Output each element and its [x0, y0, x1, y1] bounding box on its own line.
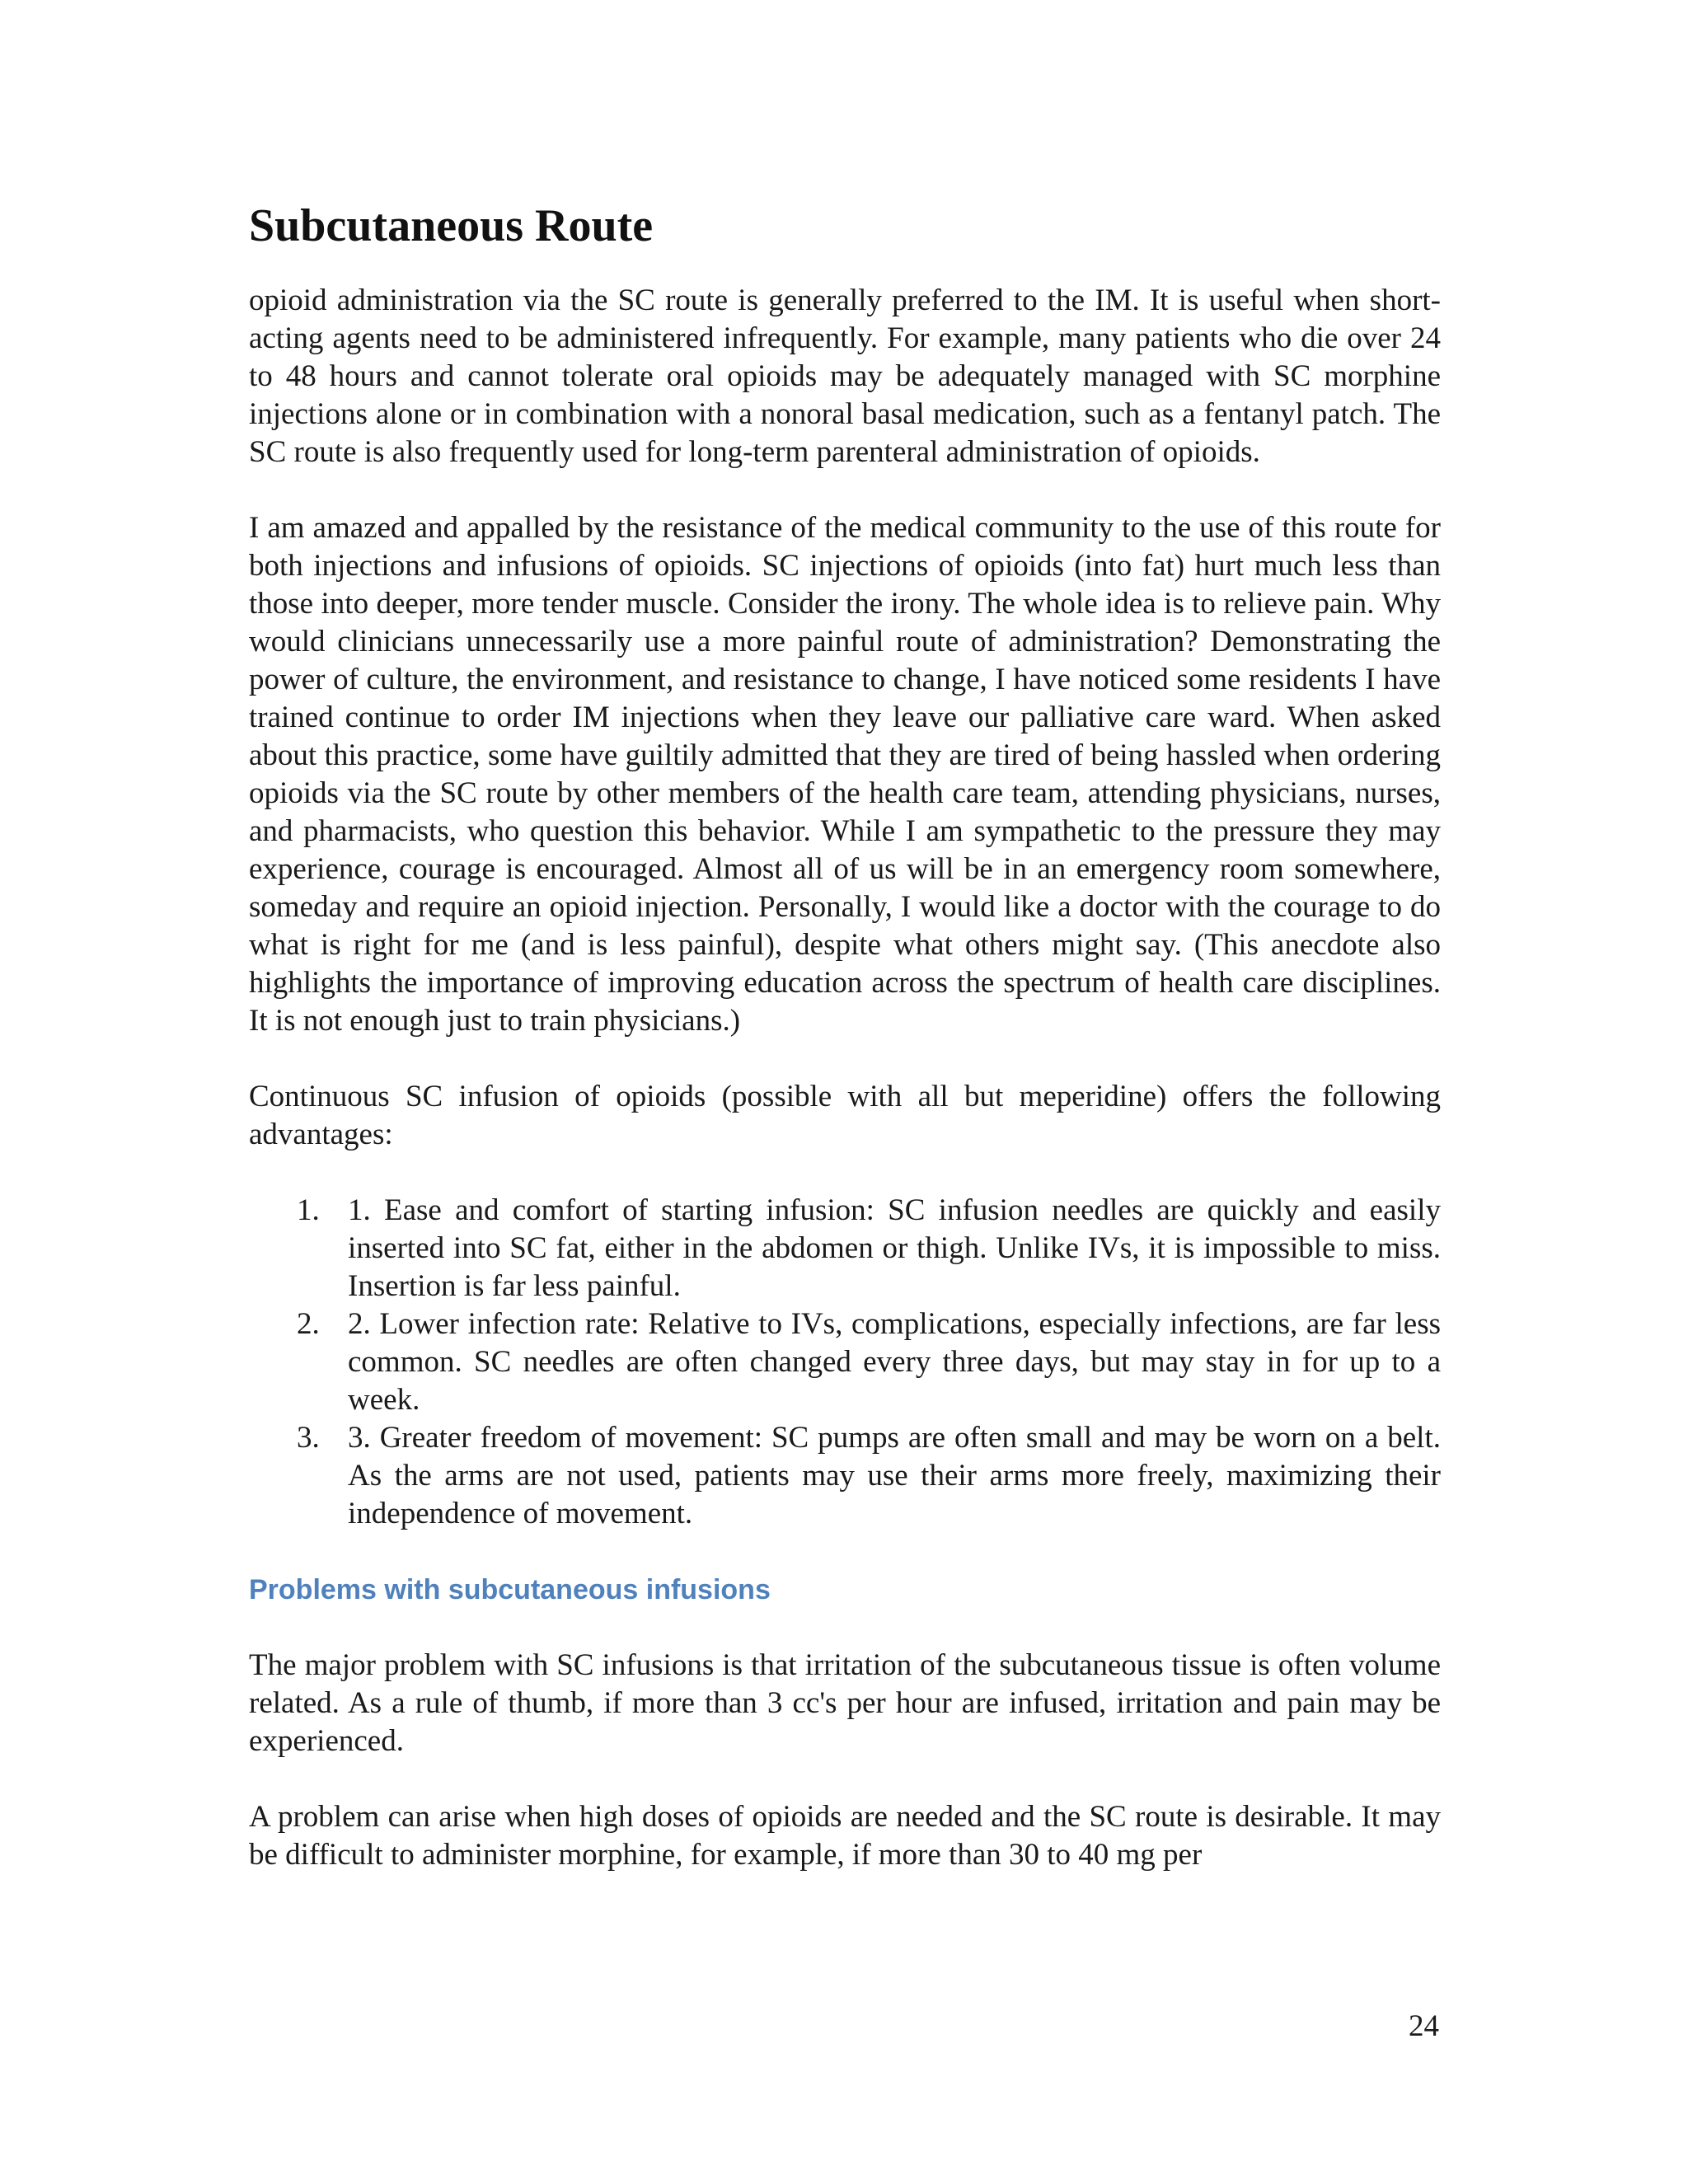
advantages-list: [249, 1192, 1441, 1533]
page-number: 24: [1409, 2009, 1439, 2043]
list-item: [249, 1305, 1441, 1419]
section-subheading: Problems with subcutaneous infusions: [249, 1574, 771, 1605]
list-item-text: 3. Greater freedom of movement: SC pumps are often small and may be worn on a belt. As the arms are not used, patients may use their arms more freely, maximizing their independence of movement.: [348, 1421, 1441, 1530]
intro-paragraph-3: Continuous SC infusion of opioids (possible with all but meperidine) offers the following advantages:: [249, 1080, 1441, 1151]
intro-paragraph-1: opioid administration via the SC route is generally preferred to the IM. It is useful when short-acting agents need to be administered infrequently. For example, many patients who die over 24 to 48 hours and cannot tolerate oral opioids may be adequately managed with SC morphine injections alone or in combination with a nonoral basal medication, such as a fentanyl patch. The SC route is also frequently used for long-term parenteral administration of opioids.: [249, 284, 1441, 469]
problems-paragraph-2: A problem can arise when high doses of opioids are needed and the SC route is desirable. It may be difficult to administer morphine, for example, if more than 30 to 40 mg per: [249, 1800, 1441, 1872]
problems-paragraph-1: The major problem with SC infusions is that irritation of the subcutaneous tissue is often volume related. As a rule of thumb, if more than 3 cc's per hour are infused, irritation and pain may be experienced.: [249, 1648, 1441, 1758]
list-item-text: 2. Lower infection rate: Relative to IVs, complications, especially infections, are far less common. SC needles are often changed every three days, but may stay in for up to a week.: [348, 1307, 1441, 1417]
list-item-number: 3.: [297, 1421, 320, 1455]
list-item-number: 1.: [297, 1193, 320, 1227]
page-content: [249, 194, 1441, 1912]
list-item-text: 1. Ease and comfort of starting infusion: SC infusion needles are quickly and easily inserted into SC fat, either in the abdomen or thigh. Unlike IVs, it is impossible to miss. Insertion is far less painful.: [348, 1193, 1441, 1303]
list-item: [249, 1192, 1441, 1305]
intro-paragraph-2: I am amazed and appalled by the resistance of the medical community to the use of this route for both injections and infusions of opioids. SC injections of opioids (into fat) hurt much less than those into deeper, more tender muscle. Consider the irony. The whole idea is to relieve pain. Why would clinicians unnecessarily use a more painful route of administration? Demonstrating the power of culture, the environment, and resistance to change, I have noticed some residents I have trained continue to order IM injections when they leave our palliative care ward. When asked about this practice, some have guiltily admitted that they are tired of being hassled when ordering opioids via the SC route by other members of the health care team, attending physicians, nurses, and pharmacists, who question this behavior. While I am sympathetic to the pressure they may experience, courage is encouraged. Almost all of us will be in an emergency room somewhere, someday and require an opioid injection. Personally, I would like a doctor with the courage to do what is right for me (and is less painful), despite what others might say. (This anecdote also highlights the importance of improving education across the spectrum of health care disciplines. It is not enough just to train physicians.): [249, 511, 1441, 1038]
list-item: [249, 1419, 1441, 1533]
page-title: Subcutaneous Route: [249, 200, 654, 251]
list-item-number: 2.: [297, 1307, 320, 1341]
